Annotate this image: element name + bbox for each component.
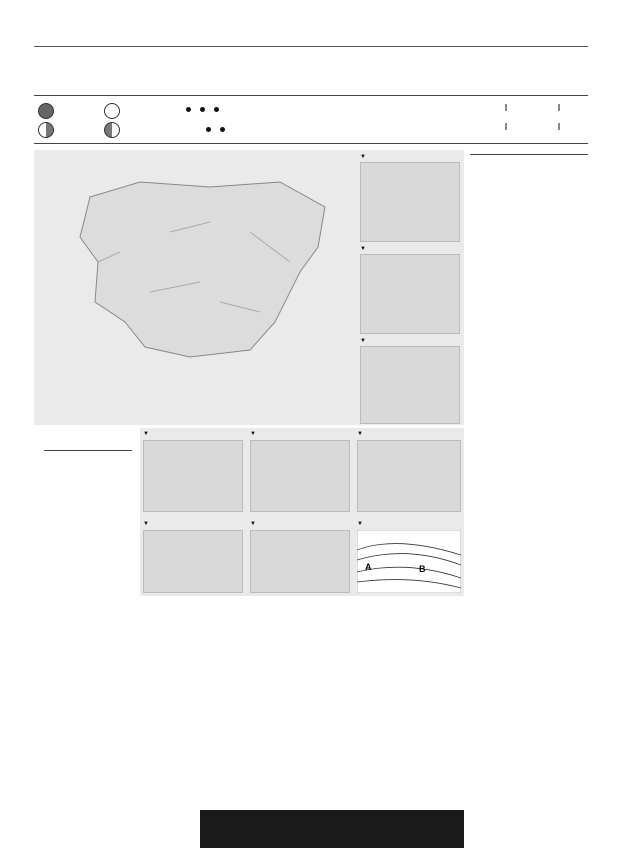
- panel-miercoles2: [250, 430, 256, 437]
- panel-miercoles: [360, 153, 366, 160]
- map-viernes: [360, 346, 460, 424]
- iberia-ad[interactable]: [200, 810, 464, 848]
- map-miercoles: [360, 162, 460, 242]
- bullets-top: [180, 106, 222, 113]
- map-jueves: [360, 254, 460, 334]
- full-moon-icon: [104, 103, 120, 119]
- svg-text:A: A: [365, 562, 372, 572]
- waning-moon-icon: [104, 122, 120, 138]
- panel-europa-manana: [250, 520, 256, 527]
- bullets-bottom: [200, 126, 228, 133]
- map-miercoles2: [250, 440, 350, 512]
- map-jueves2: [357, 440, 461, 512]
- page-header: [34, 33, 588, 47]
- waxing-moon-icon: [38, 122, 54, 138]
- sunset: [505, 123, 509, 130]
- temps-title: [470, 154, 588, 155]
- moonrise: [558, 104, 562, 111]
- svg-text:B: B: [419, 564, 426, 574]
- new-moon-icon: [38, 103, 54, 119]
- panel-isobaras: [357, 520, 363, 527]
- moonset: [558, 123, 562, 130]
- panel-europa-hoy: [143, 520, 149, 527]
- weather-icons-layer: [80, 160, 350, 360]
- map-isobaras: [357, 530, 461, 593]
- panel-jueves: [360, 245, 366, 252]
- panel-martes: [143, 430, 149, 437]
- map-europa-hoy: [143, 530, 243, 593]
- pronosticos-title: [44, 450, 132, 451]
- reservoir-chart: [295, 716, 465, 792]
- panel-viernes: [360, 337, 366, 344]
- map-europa-manana: [250, 530, 350, 593]
- sunrise: [505, 104, 509, 111]
- panel-jueves2: [357, 430, 363, 437]
- map-martes: [143, 440, 243, 512]
